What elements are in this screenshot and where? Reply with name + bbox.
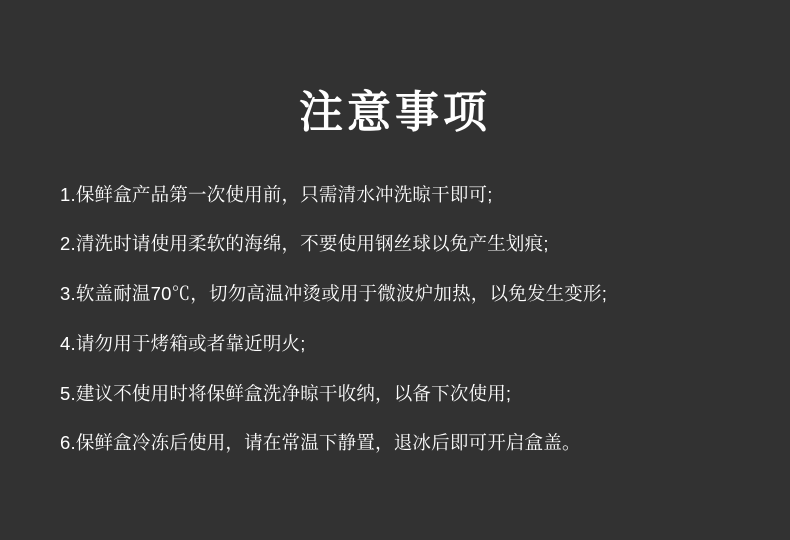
list-item: 3.软盖耐温70℃，切勿高温冲烫或用于微波炉加热，以免发生变形;	[60, 283, 608, 305]
list-item: 6.保鲜盒冷冻后使用，请在常温下静置，退冰后即可开启盒盖。	[60, 432, 581, 454]
page-title: 注意事项	[299, 88, 491, 137]
list-item: 5.建议不使用时将保鲜盒洗净晾干收纳，以备下次使用;	[60, 382, 512, 404]
list-item: 1.保鲜盒产品第一次使用前，只需清水冲洗晾干即可;	[60, 183, 493, 205]
list-item: 4.请勿用于烤箱或者靠近明火;	[60, 332, 306, 354]
list-item: 2.清洗时请使用柔软的海绵，不要使用钢丝球以免产生划痕;	[60, 233, 549, 255]
notice-list	[0, 181, 790, 458]
